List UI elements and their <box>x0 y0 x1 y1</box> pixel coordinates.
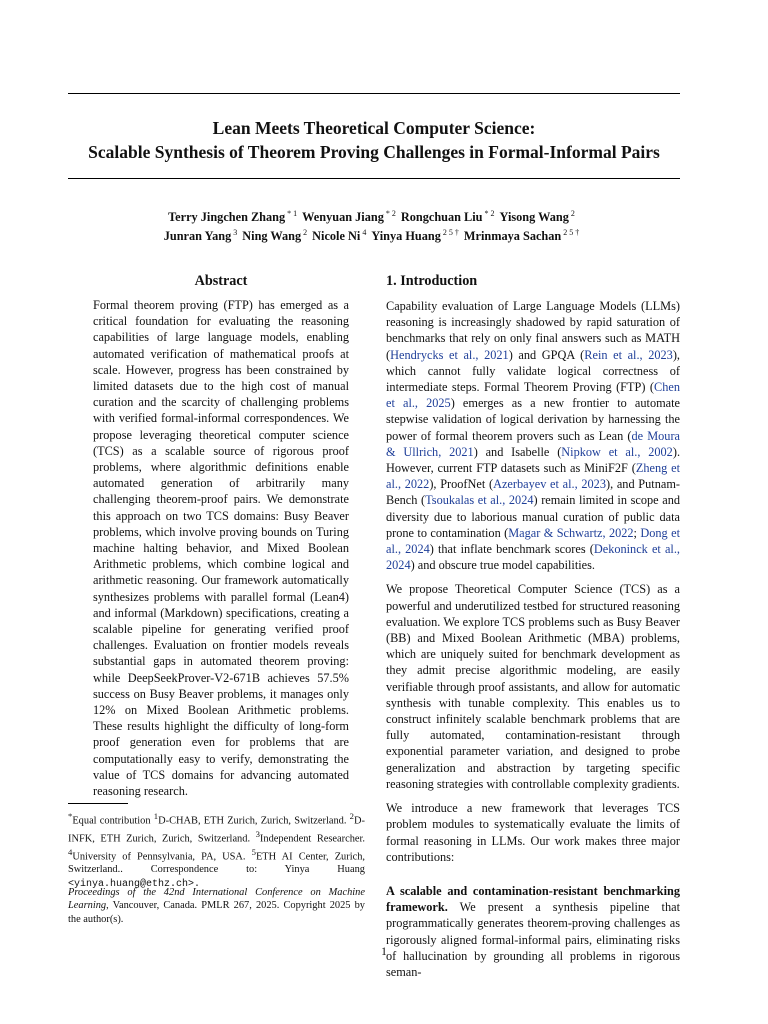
citation-link[interactable]: Dekoninck et al., 2024 <box>386 542 680 573</box>
title-line-2: Scalable Synthesis of Theorem Proving Challenges in Formal-Informal Pairs <box>88 142 660 162</box>
intro-text-run: ) emerges as a new frontier to automate stepwise validation of logical derivation by harnessing the power of formal theorem provers such as Lean ( <box>386 396 681 443</box>
author-name: Mrinmaya Sachan <box>463 229 562 243</box>
top-rule <box>68 93 680 94</box>
author-affiliation-mark: 2 5 † <box>442 228 459 237</box>
author-affiliation-mark: * 2 <box>484 209 495 218</box>
author-name: Wenyuan Jiang <box>302 210 384 224</box>
author-line-2 <box>68 225 680 244</box>
citation-link[interactable]: Azerbayev et al., 2023 <box>493 477 606 492</box>
citation-link[interactable]: Magar & Schwartz, 2022 <box>508 525 634 540</box>
author-affiliation-mark: 4 <box>362 228 367 237</box>
intro-text-run: ), which cannot fully validate logical correctness of intermediate steps. Formal Theorem Proving (FTP) ( <box>386 347 680 395</box>
contribution-1-text: We present a synthesis pipeline that programmatically generates theorem-proving challenges as rigorously aligned formal-informal pairs, eliminating risks of hallucination by grounding all problems in rigorous seman- <box>386 900 680 979</box>
author-affiliation-mark: 2 <box>303 228 308 237</box>
proceedings-venue: Proceedings of the 42nd International Conference on Machine Learning <box>68 887 365 912</box>
abstract-heading: Abstract <box>194 273 248 289</box>
footnote-proceedings <box>68 886 365 926</box>
author-affiliation-mark: * 2 <box>385 209 396 218</box>
intro-paragraph-3: We introduce a new framework that leverages TCS problem modules to systematically evaluate the limits of formal reasoning in LLMs. Our work makes three major contributions: <box>386 801 680 864</box>
author-name: Ning Wang <box>242 229 302 243</box>
author-list <box>68 206 680 244</box>
intro-text-run: Capability evaluation of Large Language Models (LLMs) reasoning is increasingly shadowed by rapid saturation of benchmarks that rely on only final answers such as MATH ( <box>386 299 680 362</box>
footnote-equal: Equal contribution <box>72 815 151 827</box>
intro-text-run: ) that inflate benchmark scores ( <box>429 542 594 557</box>
author-name: Yisong Wang <box>499 210 569 224</box>
author-affiliation-mark: 2 5 † <box>563 228 580 237</box>
author-affiliation-mark: 3 <box>233 228 238 237</box>
abstract-body <box>93 297 349 807</box>
footnote-aff3: Independent Researcher. <box>259 833 365 845</box>
intro-text-run: ) and GPQA ( <box>508 347 585 362</box>
paper-title <box>68 116 680 164</box>
intro-text-run: ), ProofNet ( <box>429 477 494 492</box>
title-bottom-rule <box>68 178 680 179</box>
citation-link[interactable]: Nipkow et al., 2002 <box>561 444 673 459</box>
intro-paragraph-1 <box>386 298 680 573</box>
intro-text-run: ; <box>633 525 641 540</box>
intro-paragraph-2: We propose Theoretical Computer Science (TCS) as a powerful and underutilized testbed for structured reasoning evaluation. We explore TCS problems such as Busy Beaver (BB) and Mixed Boolean Arithmetic (MBA) problems, which are uniquely suited for benchmark development as they admit precise algorithmic modeling, are easily verifiable through proof assistants, and allow for automatic synthesis with tunable complexity. This enables us to construct infinitely scalable benchmark problems that are fully automated, contamination-resistant through exponential parameter variation, and designed to probe generalization and abstraction by targeting specific reasoning strategies with controllable complexity gradients. <box>386 582 680 791</box>
contribution-1-heading: A scalable and contamination-resistant benchmarking framework. <box>386 883 680 915</box>
title-line-1: Lean Meets Theoretical Computer Science: <box>212 118 536 138</box>
proceedings-details: , Vancouver, Canada. PMLR 267, 2025. Copyright 2025 by the author(s). <box>68 900 365 925</box>
author-name: Rongchuan Liu <box>400 210 483 224</box>
footnote-email: <yinya.huang@ethz.ch>. <box>68 878 201 890</box>
abstract-text: Formal theorem proving (FTP) has emerged as a critical foundation for evaluating the reasoning capabilities of large language models, enabling automated verification of mathematical proofs at scale. However, progress has been constrained by limited datasets due to the high cost of manual curation and the scarcity of challenging problems with verified formal-informal correspondences. We propose leveraging theoretical computer science (TCS) as a scalable source of rigorous proof problems, where algorithmic definitions enable automated generation of arbitrarily many challenging theorem-proof pairs. We demonstrate this approach on two TCS domains: Busy Beaver problems, which involve proving bounds on Turing machine halting behavior, and Mixed Boolean Arithmetic problems, which combine logical and arithmetic reasoning. Our framework automatically synthesizes problems with parallel formal (Lean4) and informal (Markdown) specifications, creating a scalable pipeline for generating verified proof challenges. Evaluation on frontier models reveals substantial gaps in automated theorem proving: while DeepSeekProver-V2-671B achieves 57.5% success on Busy Beaver problems, it manages only 12% on Mixed Boolean Arithmetic problems. These results highlight the difficulty of long-form proof generation even for problems that are computationally easy to verify, demonstrating the value of TCS domains for advancing automated reasoning research. <box>93 298 349 799</box>
intro-paragraph-4 <box>386 883 680 980</box>
citation-link[interactable]: Dong et al., 2024 <box>386 525 680 557</box>
footnote-aff1: D-CHAB, ETH Zurich, Zurich, Switzerland. <box>158 815 347 827</box>
intro-text-run: ) remain limited in scope and diversity due to laborious manual curation of public data prone to contamination ( <box>386 493 680 540</box>
author-name: Terry Jingchen Zhang <box>168 210 286 224</box>
footnote-rule <box>68 803 128 804</box>
intro-heading: 1. Introduction <box>386 273 478 289</box>
author-name: Yinya Huang <box>371 229 441 243</box>
footnote-aff5: ETH AI Center, Zurich, Switzerland.. Correspondence to: Yinya Huang <box>68 851 365 876</box>
citation-link[interactable]: Hendrycks et al., 2021 <box>390 347 509 362</box>
author-name: Junran Yang <box>163 229 232 243</box>
author-affiliation-mark: 2 <box>570 209 575 218</box>
author-name: Nicole Ni <box>312 229 361 243</box>
intro-text-run: ) and Isabelle ( <box>473 444 562 459</box>
footnote-affiliations: *Equal contribution $^1$D-CHAB, ETH Zurich, Zurich, Switzerland. $^2$D-INFK, ETH Zurich, Zurich, Switzerland. $^3$Independent Researcher. $^4$University of Pennsylvania, PA, USA. $^5$ETH AI Center, Zurich, Switzerland.. Correspondence to: Yinya Huang <yinya.huang@ethz.ch>. <box>68 811 365 890</box>
citation-link[interactable]: de Moura & Ullrich, 2021 <box>386 428 680 459</box>
citation-link[interactable]: Chen et al., 2025 <box>386 380 680 411</box>
citation-link[interactable]: Rein et al., 2023 <box>584 347 673 362</box>
author-line-1 <box>68 206 680 225</box>
intro-text-run: ), and Putnam-Bench ( <box>386 477 680 508</box>
intro-text-run: ). However, current FTP datasets such as MiniF2F ( <box>386 444 681 476</box>
author-affiliation-mark: * 1 <box>287 209 298 218</box>
footnote-aff4: University of Pennsylvania, PA, USA. <box>72 851 246 862</box>
page-number: 1 <box>381 944 387 958</box>
intro-text-run: ) and obscure true model capabilities. <box>410 558 595 573</box>
citation-link[interactable]: Tsoukalas et al., 2024 <box>425 493 534 508</box>
footnote-aff2: D-INFK, ETH Zurich, Zurich, Switzerland. <box>68 815 365 845</box>
citation-link[interactable]: Zheng et al., 2022 <box>386 461 680 492</box>
intro-body <box>386 298 680 988</box>
